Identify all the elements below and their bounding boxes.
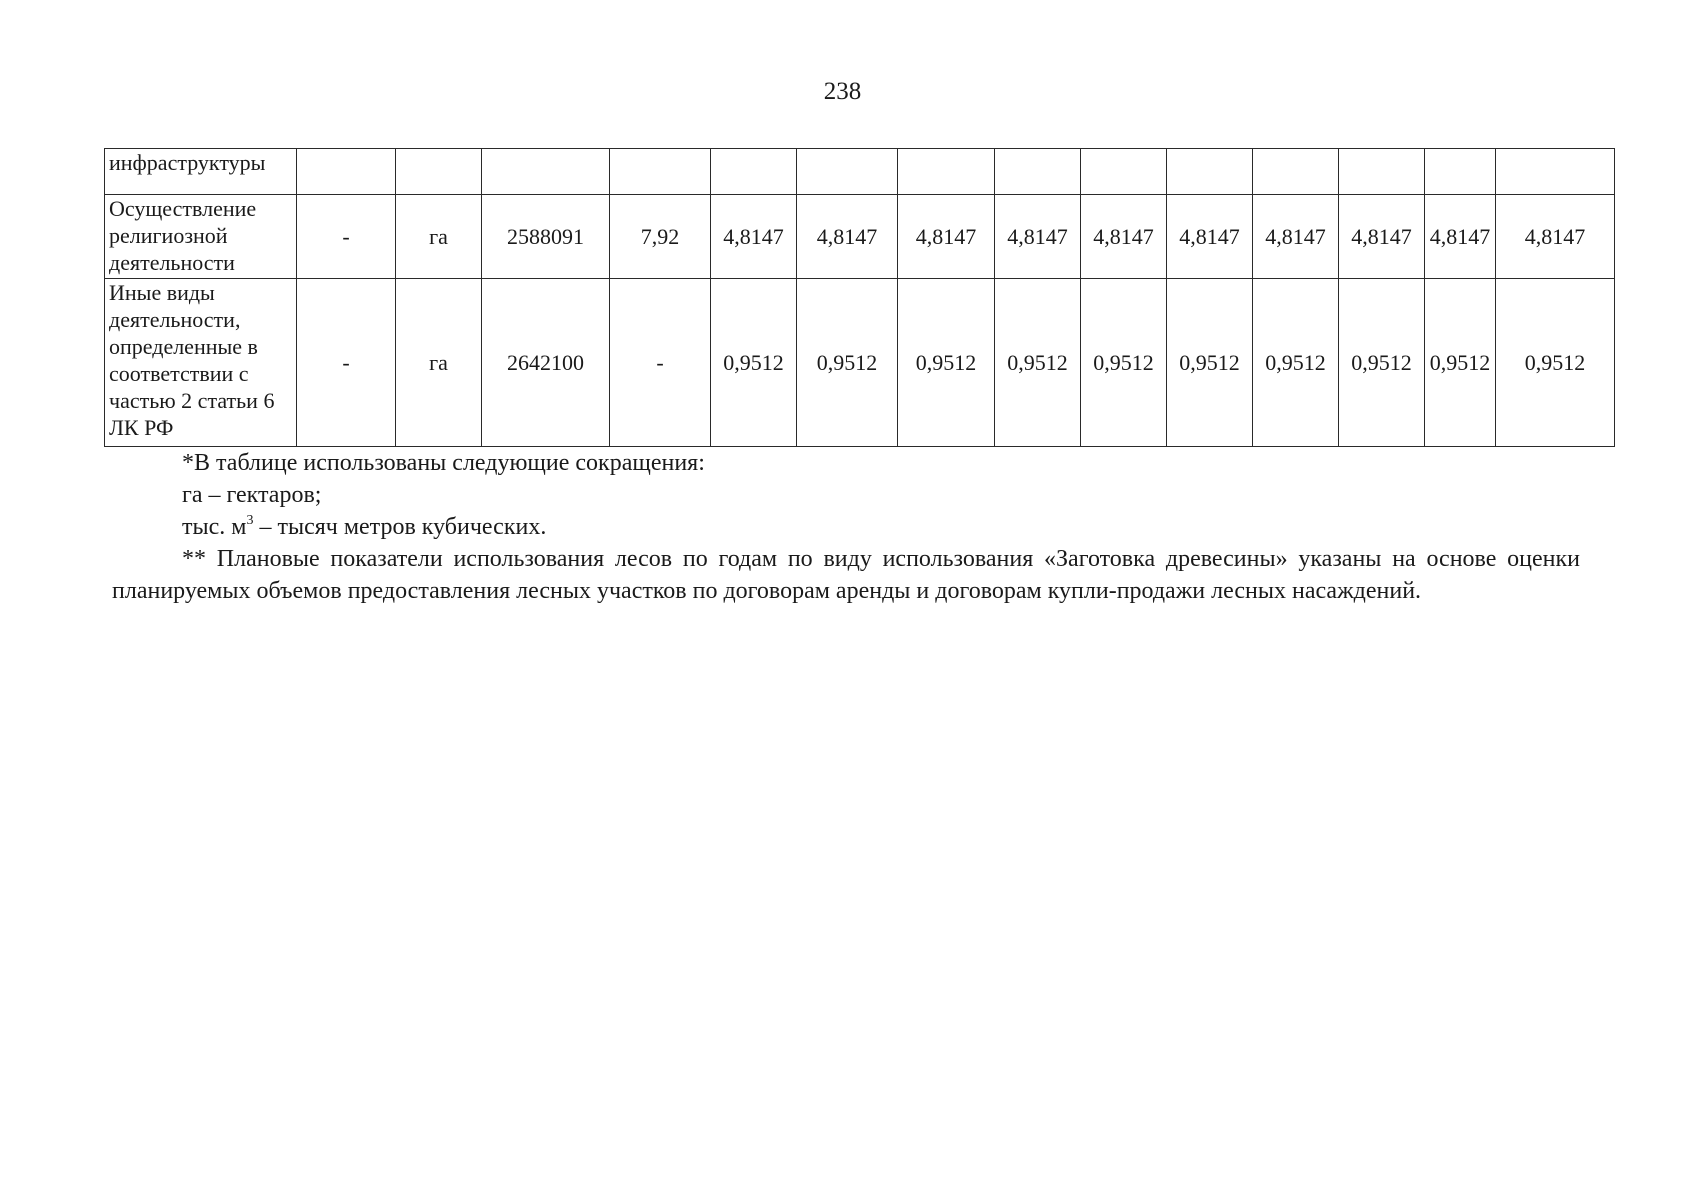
- table-cell: 0,9512: [1167, 279, 1253, 447]
- table-cell: 0,9512: [995, 279, 1081, 447]
- table-cell: [297, 149, 396, 195]
- table-cell: -: [610, 279, 711, 447]
- table-cell: [1253, 149, 1339, 195]
- table-body: [105, 149, 1615, 447]
- abbreviation-thousand-m3-prefix: тыс. м: [182, 514, 247, 540]
- table-row: [105, 149, 1615, 195]
- page-number: 238: [823, 78, 862, 105]
- table-cell: [1496, 149, 1615, 195]
- table-cell: 0,9512: [797, 279, 898, 447]
- table-cell: 2642100: [482, 279, 610, 447]
- table-cell: [1425, 149, 1496, 195]
- table-cell: 4,8147: [797, 195, 898, 279]
- abbreviation-ha: га – гектаров;: [182, 482, 322, 508]
- planned-indicators-note: ** Плановые показатели использования лесов по годам по виду использования «Заготовка древесины» указаны на основе оценки планируемых объемов предоставления лесных участков по договорам аренды и договорам купли-продажи лесных насаждений.: [112, 546, 1580, 604]
- table-cell: -: [297, 279, 396, 447]
- table-cell: 4,8147: [1253, 195, 1339, 279]
- table-cell: 0,9512: [1425, 279, 1496, 447]
- table-cell: 0,9512: [1496, 279, 1615, 447]
- table-cell: [1081, 149, 1167, 195]
- table-cell: [1167, 149, 1253, 195]
- activity-name-cell: Осуществление религиозной деятельности: [105, 195, 297, 279]
- table-cell: га: [396, 279, 482, 447]
- footnotes: [112, 447, 1580, 607]
- table-cell: га: [396, 195, 482, 279]
- table-cell: 4,8147: [1425, 195, 1496, 279]
- abbreviations-title: *В таблице использованы следующие сокращения:: [182, 450, 705, 476]
- table-cell: 4,8147: [1339, 195, 1425, 279]
- table-row: [105, 195, 1615, 279]
- abbreviation-thousand-m3-suffix: – тысяч метров кубических.: [253, 514, 547, 540]
- table-cell: [396, 149, 482, 195]
- table-cell: 0,9512: [1253, 279, 1339, 447]
- table-cell: 4,8147: [898, 195, 995, 279]
- table-cell: 2588091: [482, 195, 610, 279]
- table-cell: [1339, 149, 1425, 195]
- cubic-superscript: 3: [246, 513, 254, 528]
- table-cell: 4,8147: [1167, 195, 1253, 279]
- table-row: [105, 279, 1615, 447]
- table-cell: 0,9512: [711, 279, 797, 447]
- activity-name-cell: инфраструктуры: [105, 149, 297, 195]
- table-cell: 0,9512: [1081, 279, 1167, 447]
- table-cell: 7,92: [610, 195, 711, 279]
- activity-name-cell: Иные виды деятельности, определенные в соответствии с частью 2 статьи 6 ЛК РФ: [105, 279, 297, 447]
- table-cell: [898, 149, 995, 195]
- table-cell: 0,9512: [1339, 279, 1425, 447]
- abbreviation-thousand-m3: [112, 511, 1580, 543]
- table-cell: [797, 149, 898, 195]
- table-cell: [711, 149, 797, 195]
- table-cell: [482, 149, 610, 195]
- table-cell: 0,9512: [898, 279, 995, 447]
- table-cell: 4,8147: [1496, 195, 1615, 279]
- forest-use-table: [104, 148, 1615, 447]
- table-cell: -: [297, 195, 396, 279]
- table-cell: 4,8147: [711, 195, 797, 279]
- table-cell: [995, 149, 1081, 195]
- table-cell: [610, 149, 711, 195]
- table-cell: 4,8147: [1081, 195, 1167, 279]
- table-cell: 4,8147: [995, 195, 1081, 279]
